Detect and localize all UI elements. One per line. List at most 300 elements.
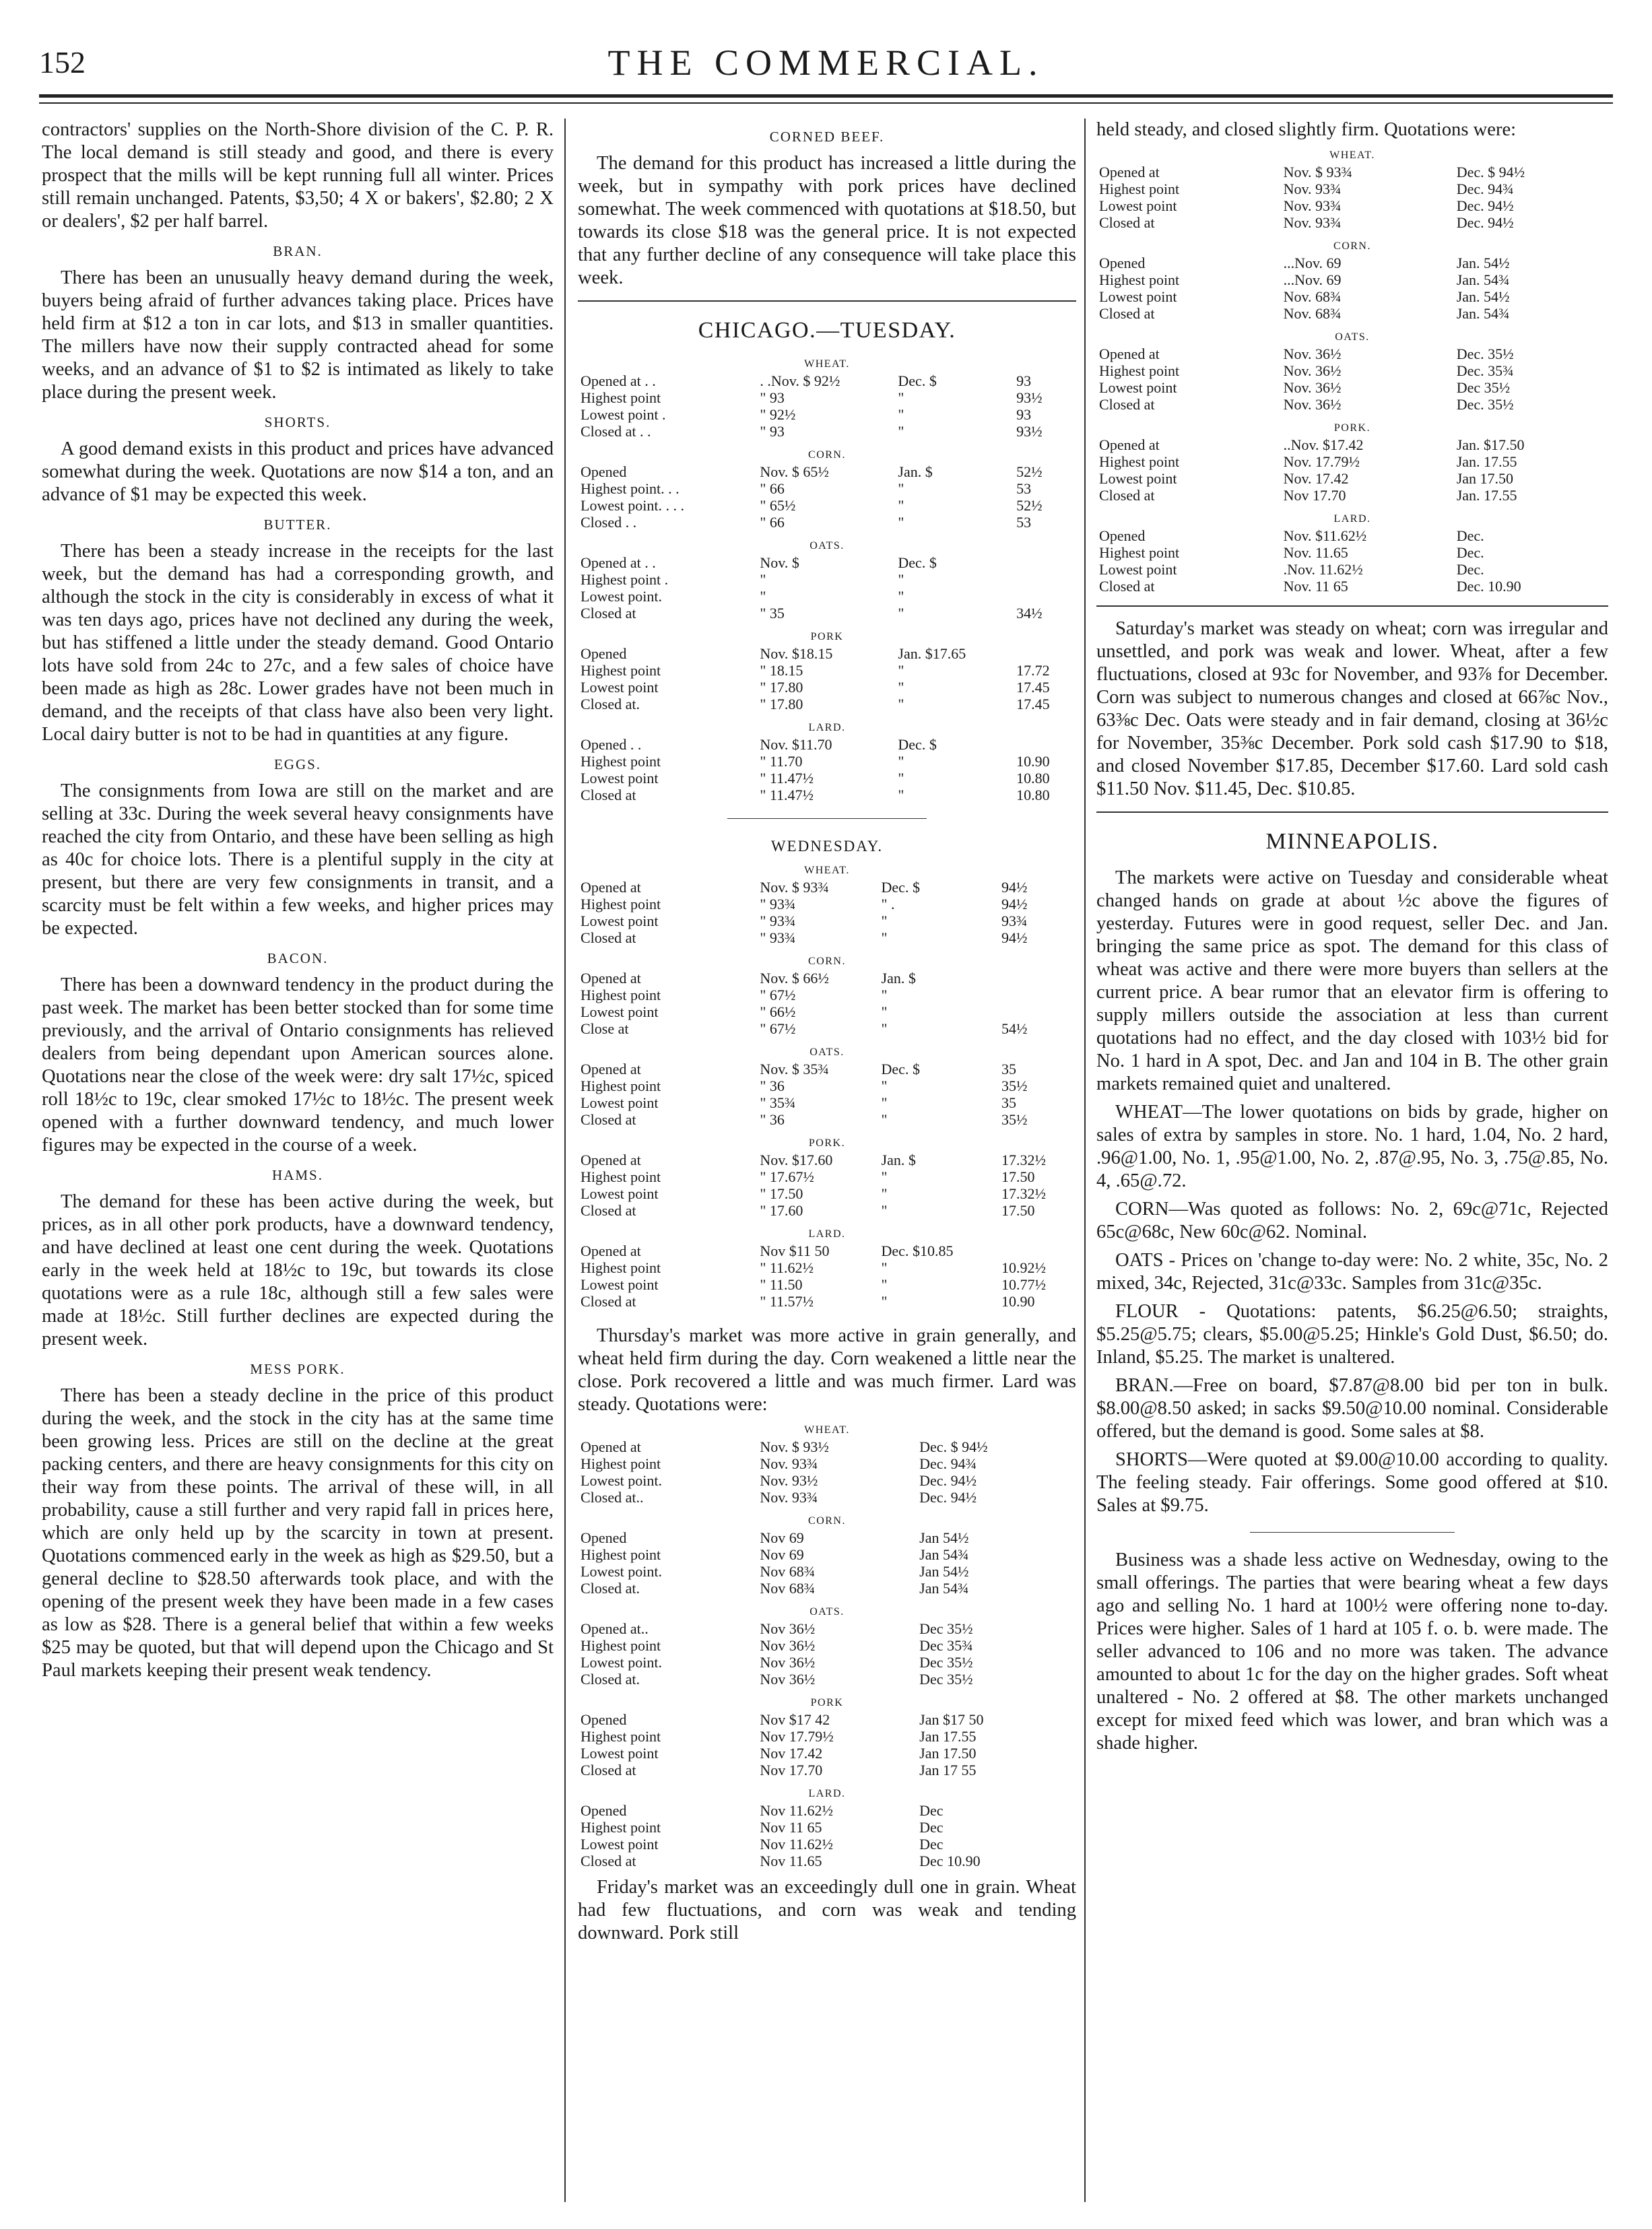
quote-cell: " 11.47½ xyxy=(760,787,814,803)
quote-cell: " xyxy=(898,679,904,696)
quote-cell xyxy=(1014,736,1076,753)
quote-cell: Lowest point xyxy=(581,679,659,696)
column-2 xyxy=(578,119,1076,2202)
commodity-row xyxy=(578,537,1076,554)
quote-cell: Nov 11 65 xyxy=(760,1819,822,1836)
quote-cell: Highest point xyxy=(581,1546,661,1563)
quote-row xyxy=(578,1259,1076,1276)
quote-cell: Jan. $ xyxy=(898,463,933,480)
quote-row xyxy=(578,1077,1076,1094)
spacer-cell xyxy=(578,1219,1076,1226)
quote-cell: . .Nov. $ 92½ xyxy=(760,372,840,389)
quote-cell: Closed at xyxy=(581,1111,636,1128)
spacer-cell xyxy=(578,1037,1076,1044)
quote-cell: Opened xyxy=(581,1711,627,1728)
quote-cell xyxy=(1597,544,1608,561)
quote-cell: 17.45 xyxy=(1016,679,1050,696)
quote-cell: 10.92½ xyxy=(1001,1259,1047,1276)
spacer-cell xyxy=(578,1597,1076,1603)
column-3 xyxy=(1096,119,1608,2202)
quote-cell: 93½ xyxy=(1016,389,1043,406)
quotation-table xyxy=(578,356,1076,803)
commodity-label: WHEAT. xyxy=(804,358,850,370)
quote-cell: " xyxy=(881,1003,888,1020)
quote-cell: Dec 35½ xyxy=(919,1620,973,1637)
quote-cell: Dec. $ 94½ xyxy=(1456,164,1525,180)
quote-cell: Highest point xyxy=(581,1819,661,1836)
commodity-label: OATS. xyxy=(810,1606,845,1618)
commodity-row xyxy=(578,1044,1076,1061)
quote-cell xyxy=(1597,527,1608,544)
quote-row xyxy=(1096,396,1608,413)
quote-row xyxy=(578,1111,1076,1128)
quote-cell: " 17.80 xyxy=(760,679,803,696)
quote-row xyxy=(578,1762,1076,1778)
quote-cell: Highest point xyxy=(581,1728,661,1745)
quote-cell: " xyxy=(898,770,904,787)
quote-cell: 52½ xyxy=(1016,497,1043,514)
quote-cell: Closed at. xyxy=(581,696,640,712)
spacer-cell xyxy=(1096,231,1608,238)
quote-cell: Highest point xyxy=(581,1168,661,1185)
section-text: The demand for these has been active during the week, but prices, as in all other pork products, have a downward tendency, and have declined at least one cent during the week. Quotations early in the week held at 18½c to 19c, but towards its close quotations were as a rule 18c, although still a few sales were made at 18½c. Still further declines are expected during the present week. xyxy=(42,1191,554,1350)
quote-cell: " 93 xyxy=(760,423,785,440)
quote-cell: 17.50 xyxy=(1001,1202,1035,1219)
quote-cell: Closed at. xyxy=(581,1580,640,1597)
quote-cell xyxy=(1597,271,1608,288)
quote-row xyxy=(578,1185,1076,1202)
quote-cell xyxy=(1597,487,1608,504)
quote-cell: 17.50 xyxy=(1001,1168,1035,1185)
commodity-label: WHEAT. xyxy=(804,865,850,876)
quote-row xyxy=(1096,527,1608,544)
quote-cell xyxy=(1597,362,1608,379)
quote-cell: Opened at xyxy=(581,1152,641,1168)
quote-cell: 35 xyxy=(1001,1094,1017,1111)
quote-cell: " xyxy=(881,1276,888,1293)
quote-cell: Lowest point. xyxy=(581,1563,662,1580)
quote-cell: Closed at . . xyxy=(581,423,651,440)
quote-cell: Closed at xyxy=(581,787,636,803)
quote-row xyxy=(578,1242,1076,1259)
quote-cell xyxy=(1065,1819,1076,1836)
quote-cell xyxy=(1065,1728,1076,1745)
quote-cell xyxy=(999,1003,1076,1020)
quote-cell: " xyxy=(898,389,904,406)
spacer-row xyxy=(1096,413,1608,420)
section-text: The demand for this product has increased a little during the week, but in sympathy with pork prices have declined somewhat. The week commenced with quotations at $18.50, but towards its close $18 was the general price. It is not expected that any further decline of any consequence will take place this week. xyxy=(578,153,1076,288)
quote-cell xyxy=(1065,1853,1076,1869)
quote-row xyxy=(578,1728,1076,1745)
quote-cell: 34½ xyxy=(1016,605,1043,622)
quote-cell: Jan 54¾ xyxy=(919,1580,969,1597)
quote-row xyxy=(578,896,1076,912)
quote-cell: " 17.67½ xyxy=(760,1168,814,1185)
minneapolis-heading: MINNEAPOLIS. xyxy=(1265,829,1439,854)
quote-cell xyxy=(1014,571,1076,588)
minneapolis-intro: The markets were active on Tuesday and considerable wheat changed hands on grade at about ½c above the figures of yesterday. Futures were in good request, seller Dec. and Jan. bringing the same price as spot. The demand for this class of wheat was active and there were more buyers than sellers at the current price. A bear rumor that an elevator firm is offering to supply millers outside the association at less than current quotations had no effect, and the day closed with 103½ bid for No. 1 hard in A spot, Dec. and Jan and 104 in B. The other grain markets remained quiet and unaltered. xyxy=(1096,867,1608,1094)
flour-paragraph: FLOUR - Quotations: patents, $6.25@6.50; straights, $5.25@5.75; clears, $5.00@5.25; Hinkle's Gold Dust, $6.50; do. Inland, $5.25. The market is unaltered. xyxy=(1096,1301,1608,1368)
quote-cell: " xyxy=(898,696,904,712)
quote-cell: Lowest point xyxy=(581,1003,659,1020)
quote-cell: " 11.57½ xyxy=(760,1293,814,1310)
quote-cell: Highest point xyxy=(1099,271,1180,288)
quote-cell: Nov 17.79½ xyxy=(760,1728,834,1745)
quote-cell xyxy=(1065,1455,1076,1472)
quote-cell: Nov. $ 65½ xyxy=(760,463,829,480)
spacer-row xyxy=(1096,231,1608,238)
quote-cell: Dec. 10.90 xyxy=(1456,578,1521,595)
quote-row xyxy=(578,1061,1076,1077)
column-divider xyxy=(564,119,566,2202)
commodity-row xyxy=(1096,329,1608,345)
quote-cell: Nov 11.62½ xyxy=(760,1802,833,1819)
quote-cell: Jan. 54½ xyxy=(1456,288,1510,305)
section-heading: BUTTER. xyxy=(263,517,332,533)
quote-cell: Closed at xyxy=(1099,487,1155,504)
quote-cell xyxy=(1597,578,1608,595)
commodity-row xyxy=(578,446,1076,463)
quote-cell: " xyxy=(898,497,904,514)
quote-cell: 17.45 xyxy=(1016,696,1050,712)
quote-cell: Opened at.. xyxy=(581,1620,649,1637)
quote-row xyxy=(1096,561,1608,578)
spacer-row xyxy=(578,622,1076,628)
quote-cell: Closed at xyxy=(581,1762,636,1778)
quote-cell: " 67½ xyxy=(760,987,796,1003)
quote-cell: " 17.80 xyxy=(760,696,803,712)
quote-cell: Opened xyxy=(1099,527,1146,544)
quote-cell: Highest point xyxy=(581,1259,661,1276)
commodity-label: CORN. xyxy=(808,1515,846,1527)
quote-cell: " 11.62½ xyxy=(760,1259,814,1276)
quote-cell: " xyxy=(898,662,904,679)
quote-cell: Nov 69 xyxy=(760,1546,804,1563)
quote-cell: Nov. 36½ xyxy=(1283,362,1342,379)
quote-cell: Lowest point xyxy=(1099,197,1177,214)
divider xyxy=(1096,811,1608,813)
quote-cell: Jan 54¾ xyxy=(919,1546,969,1563)
commodity-label: OATS. xyxy=(1335,331,1370,343)
quote-row xyxy=(578,1276,1076,1293)
quote-cell: 93 xyxy=(1016,372,1032,389)
masthead-title: THE COMMERCIAL. xyxy=(607,42,1045,83)
commodity-label: CORN. xyxy=(1333,240,1371,252)
commodity-row xyxy=(1096,420,1608,436)
quote-cell: 93 xyxy=(1016,406,1032,423)
quote-cell: " xyxy=(881,1168,888,1185)
quote-cell: Lowest point xyxy=(581,1836,659,1853)
quote-cell: " xyxy=(898,514,904,531)
quote-cell: Highest point xyxy=(581,753,661,770)
top-rule-thin xyxy=(39,102,1613,104)
commodity-row xyxy=(1096,147,1608,164)
quote-cell: " 36 xyxy=(760,1077,785,1094)
quote-cell: Nov. 68¾ xyxy=(1283,305,1342,322)
quote-row xyxy=(578,912,1076,929)
quote-row xyxy=(578,372,1076,389)
quote-row xyxy=(578,929,1076,946)
quote-row xyxy=(578,1455,1076,1472)
quote-cell: Opened at xyxy=(1099,164,1160,180)
commodity-row xyxy=(578,1135,1076,1152)
quote-cell: Lowest point. . . . xyxy=(581,497,684,514)
quote-cell xyxy=(1065,1671,1076,1688)
short-rule xyxy=(1250,1532,1455,1533)
quote-cell: Opened . . xyxy=(581,736,642,753)
quotation-table xyxy=(578,1422,1076,1869)
quote-row xyxy=(1096,379,1608,396)
quote-cell: Dec. $ 94½ xyxy=(919,1438,988,1455)
quote-cell xyxy=(1065,1580,1076,1597)
commodity-label: LARD. xyxy=(808,1788,846,1799)
commodity-row xyxy=(578,862,1076,879)
quote-cell: Jan. $ xyxy=(881,970,916,987)
quote-cell xyxy=(1065,1654,1076,1671)
quote-cell: " xyxy=(881,1202,888,1219)
quote-cell: Lowest point . xyxy=(581,406,666,423)
quote-cell: Nov. 93¾ xyxy=(1283,180,1342,197)
spacer-row xyxy=(578,946,1076,953)
spacer-cell xyxy=(578,1778,1076,1785)
spacer-row xyxy=(578,1219,1076,1226)
commodity-row xyxy=(578,1226,1076,1242)
quote-table-wednesday xyxy=(578,862,1076,1310)
commodity-label: LARD. xyxy=(808,1228,846,1240)
quote-cell: Close at xyxy=(581,1020,629,1037)
quote-row xyxy=(578,1637,1076,1654)
top-rule-thick xyxy=(39,94,1613,98)
quote-cell: Opened xyxy=(581,645,627,662)
quote-row xyxy=(578,1654,1076,1671)
commodity-label: PORK xyxy=(810,1697,844,1708)
quote-cell: Dec. $ xyxy=(898,372,937,389)
quote-row xyxy=(578,1563,1076,1580)
quote-cell: " 35¾ xyxy=(760,1094,796,1111)
quote-cell xyxy=(1597,470,1608,487)
quote-cell: Nov 11.62½ xyxy=(760,1836,833,1853)
quote-cell: Highest point xyxy=(1099,544,1180,561)
quotation-table xyxy=(1096,147,1608,595)
quote-cell: Nov. $ 66½ xyxy=(760,970,829,987)
quote-row xyxy=(578,1620,1076,1637)
quote-cell: " xyxy=(898,480,904,497)
quote-cell: Highest point xyxy=(1099,453,1180,470)
quote-cell: " 67½ xyxy=(760,1020,796,1037)
quote-cell: Highest point xyxy=(581,1637,661,1654)
quote-cell: Highest point . xyxy=(581,571,669,588)
spacer-cell xyxy=(1096,322,1608,329)
quote-cell xyxy=(1597,345,1608,362)
quote-cell xyxy=(1065,1836,1076,1853)
quote-cell: " xyxy=(898,753,904,770)
quote-cell: Nov. $18.15 xyxy=(760,645,833,662)
quote-cell: Nov. 36½ xyxy=(1283,345,1342,362)
quote-row xyxy=(1096,345,1608,362)
quote-cell: Nov 36½ xyxy=(760,1637,816,1654)
quote-row xyxy=(578,787,1076,803)
quote-cell: " xyxy=(881,1111,888,1128)
quote-cell: 10.80 xyxy=(1016,787,1050,803)
quote-cell: Nov. 68¾ xyxy=(1283,288,1342,305)
section-heading: CORNED BEEF. xyxy=(769,129,885,145)
commodity-row xyxy=(1096,238,1608,255)
quote-cell: Highest point xyxy=(581,896,661,912)
quote-cell: " 92½ xyxy=(760,406,796,423)
quote-cell: 94½ xyxy=(1001,896,1028,912)
quote-cell: Highest point xyxy=(581,389,661,406)
quote-cell: Lowest point. xyxy=(581,1654,662,1671)
quote-row xyxy=(578,879,1076,896)
quote-cell: Nov 36½ xyxy=(760,1654,816,1671)
quote-cell: Nov. $17.60 xyxy=(760,1152,833,1168)
quote-row xyxy=(578,1836,1076,1853)
quote-row xyxy=(1096,255,1608,271)
quote-cell: Dec. 35¾ xyxy=(1456,362,1514,379)
quote-cell: Jan. 54¾ xyxy=(1456,305,1510,322)
quote-row xyxy=(1096,544,1608,561)
spacer-row xyxy=(578,1778,1076,1785)
quote-row xyxy=(578,1003,1076,1020)
quote-cell: Highest point. . . xyxy=(581,480,680,497)
quote-cell: 10.77½ xyxy=(1001,1276,1047,1293)
quote-cell xyxy=(1065,1620,1076,1637)
quote-cell: Highest point xyxy=(581,1077,661,1094)
chicago-heading: CHICAGO.—TUESDAY. xyxy=(698,318,956,343)
quote-row xyxy=(578,1853,1076,1869)
spacer-cell xyxy=(578,531,1076,537)
spacer-cell xyxy=(578,712,1076,719)
quote-cell: Jan. 54½ xyxy=(1456,255,1510,271)
quote-cell: " 93¾ xyxy=(760,929,796,946)
quote-row xyxy=(578,1529,1076,1546)
section-text: There has been a downward tendency in the product during the past week. The market has been better stocked than for some time previously, and the arrival of Ontario consignments has relieved dealers from being dependant upon American sources alone. Quotations near the close of the week were: dry salt 17½c, spiced roll 18½c to 19c, clear smoked 17½c to 18½c. The present week opened with a further downward tendency, and much lower figures may be expected in the course of a week. xyxy=(42,974,554,1156)
quote-cell: Opened at xyxy=(581,879,641,896)
quote-cell: 35½ xyxy=(1001,1077,1028,1094)
quote-cell xyxy=(1065,1438,1076,1455)
quote-cell: Opened at xyxy=(1099,436,1160,453)
section-heading: SHORTS. xyxy=(264,414,331,430)
quote-cell: Nov. 93½ xyxy=(760,1472,818,1489)
oats-paragraph: OATS - Prices on 'change to-day were: No. 2 white, 35c, No. 2 mixed, 34c, Rejected, 31c@33c. Samples from 31c@35c. xyxy=(1096,1250,1608,1294)
commodity-row xyxy=(578,953,1076,970)
quote-row xyxy=(578,987,1076,1003)
spacer-row xyxy=(578,1128,1076,1135)
quote-cell: Jan 54½ xyxy=(919,1563,969,1580)
wheat-paragraph: WHEAT—The lower quotations on bids by grade, higher on sales of extra by samples in store. No. 1 hard, 1.04, No. 2 hard, .96@1.00, No. 1, .95@1.00, No. 2, .87@.95, No. 3, .75@.85, No. 4, .65@.72. xyxy=(1096,1102,1608,1191)
quote-row xyxy=(578,406,1076,423)
spacer-row xyxy=(578,531,1076,537)
quote-cell: " 66 xyxy=(760,480,785,497)
quote-row xyxy=(578,554,1076,571)
spacer-row xyxy=(578,1037,1076,1044)
quote-row xyxy=(1096,578,1608,595)
quote-row xyxy=(578,1671,1076,1688)
spacer-row xyxy=(578,1597,1076,1603)
quote-cell: Dec. $ xyxy=(898,736,937,753)
quote-cell: Lowest point xyxy=(581,1185,659,1202)
quote-cell: Dec. 94½ xyxy=(1456,214,1514,231)
spacer-cell xyxy=(578,1506,1076,1512)
spacer-row xyxy=(578,712,1076,719)
bran-paragraph: BRAN.—Free on board, $7.87@8.00 bid per ton in bulk. $8.00@8.50 asked; in sacks $9.50@10.00 nominal. Considerable offered, but the demand is good. Some sales at $8. xyxy=(1096,1375,1608,1442)
commodity-label: PORK xyxy=(810,631,844,642)
quote-cell: .Nov. 11.62½ xyxy=(1283,561,1363,578)
quote-cell: Lowest point xyxy=(1099,470,1177,487)
commodity-row xyxy=(578,1603,1076,1620)
quote-cell xyxy=(1597,436,1608,453)
quote-cell: Nov $11 50 xyxy=(760,1242,830,1259)
quote-cell: " 11.50 xyxy=(760,1276,803,1293)
quote-cell: Opened at . . xyxy=(581,372,656,389)
quote-cell xyxy=(999,1242,1076,1259)
quote-cell: 93¾ xyxy=(1001,912,1028,929)
quote-cell: 53 xyxy=(1016,480,1032,497)
quote-cell: Jan. $ xyxy=(881,1152,916,1168)
quote-row xyxy=(1096,470,1608,487)
spacer-row xyxy=(1096,322,1608,329)
quote-cell: Closed at xyxy=(1099,396,1155,413)
quote-cell: Highest point xyxy=(581,987,661,1003)
quote-cell: Lowest point xyxy=(581,1094,659,1111)
quote-row xyxy=(1096,305,1608,322)
friday-continued: held steady, and closed slightly firm. Quotations were: xyxy=(1096,119,1517,140)
quote-row xyxy=(1096,362,1608,379)
quote-cell: Opened at xyxy=(581,1242,641,1259)
quote-row xyxy=(578,1580,1076,1597)
quote-row xyxy=(578,1168,1076,1185)
quote-cell: Dec xyxy=(919,1836,944,1853)
quote-row xyxy=(578,753,1076,770)
quote-cell: Lowest point xyxy=(581,1276,659,1293)
quote-row xyxy=(578,605,1076,622)
quote-cell: Dec. $ xyxy=(881,1061,920,1077)
section xyxy=(42,240,554,404)
quote-cell: Lowest point xyxy=(1099,288,1177,305)
quote-cell xyxy=(1065,1563,1076,1580)
quote-cell xyxy=(1597,396,1608,413)
spacer-cell xyxy=(1096,413,1608,420)
quote-cell: 52½ xyxy=(1016,463,1043,480)
quote-cell: Nov 69 xyxy=(760,1529,804,1546)
quote-cell: 10.90 xyxy=(1016,753,1050,770)
section xyxy=(42,1164,554,1351)
quote-cell: " xyxy=(881,987,888,1003)
quote-cell xyxy=(999,987,1076,1003)
quote-table-friday xyxy=(1096,147,1608,595)
quote-cell: Nov 68¾ xyxy=(760,1563,816,1580)
quote-cell: ..Nov. $17.42 xyxy=(1283,436,1364,453)
commodity-label: LARD. xyxy=(1333,513,1371,525)
quote-cell: " 65½ xyxy=(760,497,796,514)
quote-cell: Nov. $11.70 xyxy=(760,736,832,753)
quote-cell: " 93 xyxy=(760,389,785,406)
quote-cell xyxy=(1065,1762,1076,1778)
quote-cell xyxy=(1065,1802,1076,1819)
quote-cell xyxy=(1065,1711,1076,1728)
quote-cell: Opened xyxy=(581,1529,627,1546)
spacer-cell xyxy=(578,622,1076,628)
section-heading: BRAN. xyxy=(273,243,323,259)
quote-row xyxy=(1096,180,1608,197)
quote-row xyxy=(578,588,1076,605)
quote-cell xyxy=(1014,588,1076,605)
quote-row xyxy=(578,736,1076,753)
quote-cell: Dec. $ xyxy=(881,879,920,896)
commodity-label: OATS. xyxy=(810,540,845,552)
column-1 xyxy=(42,119,554,2202)
quote-cell: Nov. 17.42 xyxy=(1283,470,1349,487)
